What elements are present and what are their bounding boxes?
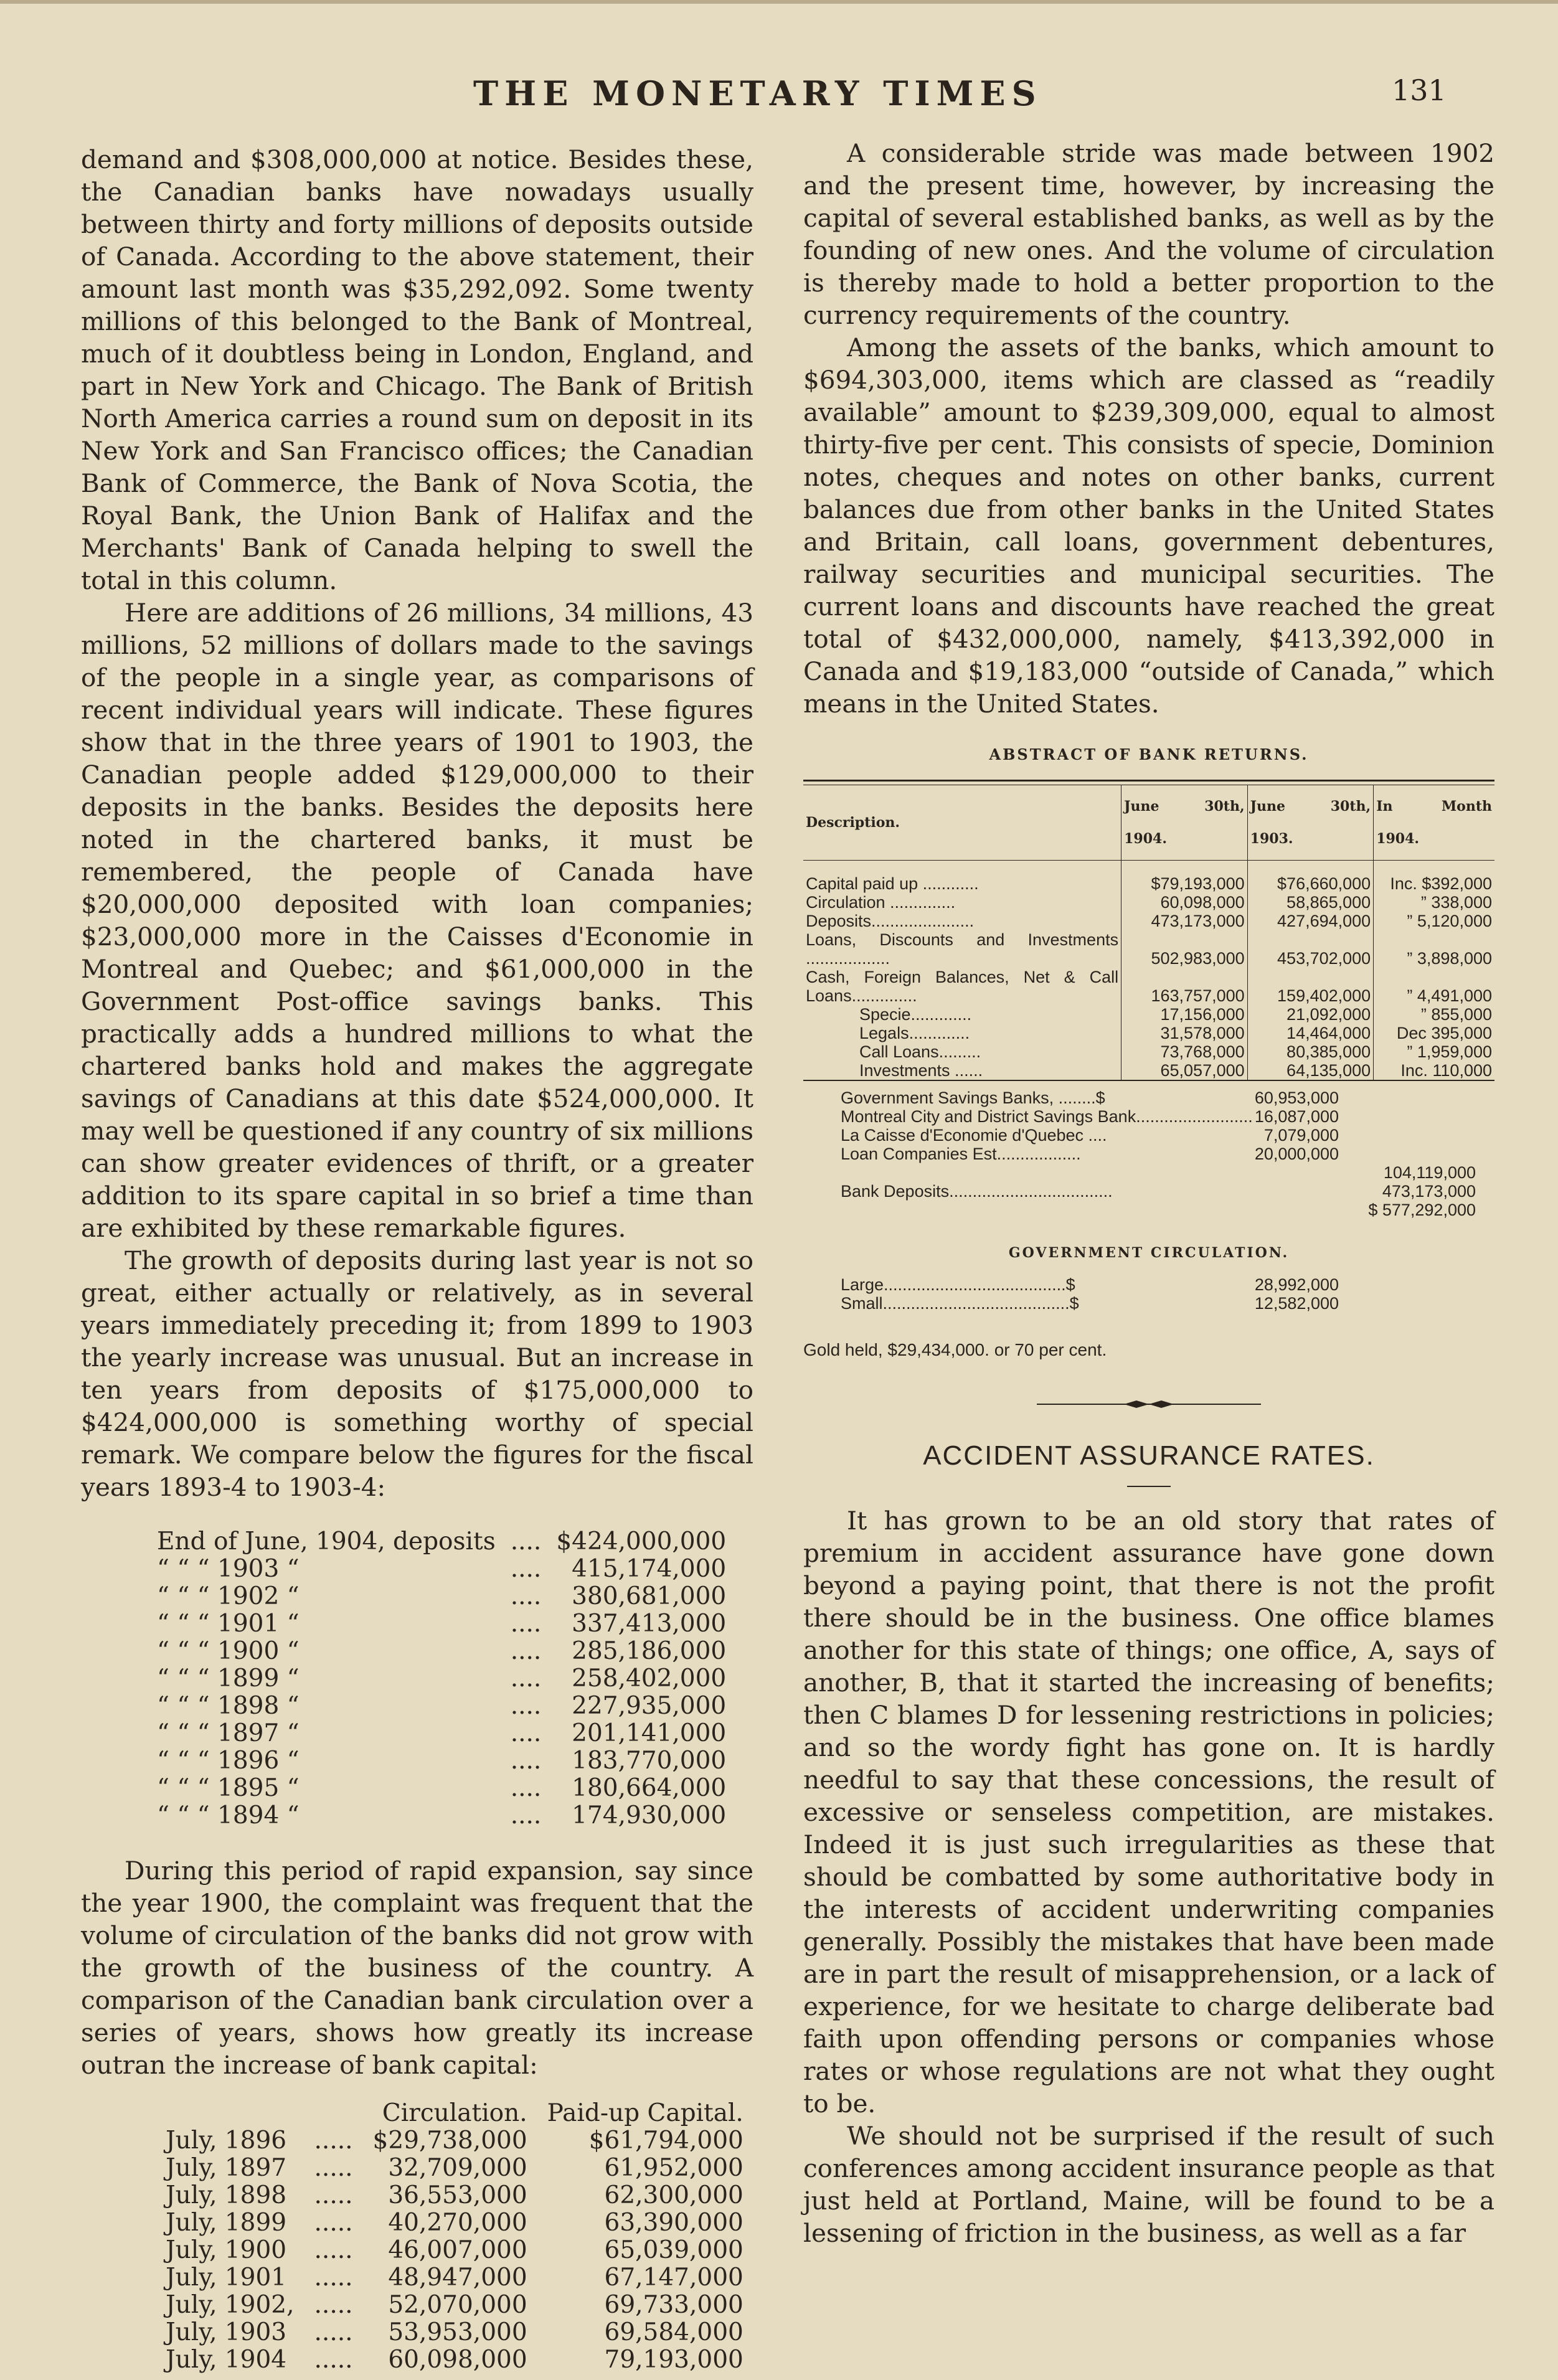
value-1904: 60,098,000: [1121, 893, 1248, 912]
leader-dots: .....: [314, 2346, 353, 2374]
leader-dots: ....: [510, 1802, 542, 1830]
table-row: [149, 1775, 734, 1802]
value-1904: $79,193,000: [1121, 861, 1248, 894]
table-row: [156, 2319, 753, 2346]
column-header: In Month 1904.: [1374, 785, 1494, 861]
item-total: [1339, 1107, 1476, 1126]
table-row: [803, 1042, 1494, 1061]
leader-dots: .....: [314, 2291, 353, 2319]
short-rule: [1127, 1486, 1171, 1487]
year-label: “ “ “ 1902 “: [157, 1582, 300, 1610]
table-row: [149, 1610, 734, 1638]
row-description: Cash, Foreign Balances, Net & Call Loans..............: [806, 968, 1119, 1005]
table-row: [149, 1556, 734, 1583]
value-1903: 14,464,000: [1247, 1024, 1374, 1042]
leader-dots: ....: [510, 1637, 542, 1665]
value-month: Inc. 110,000: [1374, 1061, 1494, 1080]
value-1903: 64,135,000: [1247, 1061, 1374, 1080]
value-1904: 65,057,000: [1121, 1061, 1248, 1080]
capital-value: 79,193,000: [604, 2346, 744, 2374]
value-1904: 163,757,000: [1121, 968, 1248, 1005]
table-row: [803, 930, 1494, 968]
list-item: [841, 1145, 1494, 1163]
leader-dots: ....: [510, 1747, 542, 1775]
other-deposits: [841, 1088, 1494, 1219]
item-total: [1339, 1145, 1476, 1163]
row-description: Capital paid up ............: [806, 874, 979, 893]
capital-value: 61,952,000: [604, 2154, 744, 2182]
value-month: Inc. $392,000: [1374, 861, 1494, 894]
row-description: Loans, Discounts and Investments ..................: [806, 930, 1119, 968]
paragraph: Here are additions of 26 millions, 34 millions, 43 millions, 52 millions of dollars made to the savings of the people in a single year, as comparisons of recent individual years will indicate. These figures show that in the three years of 1901 to 1903, the Canadian people added $129,000,000 to their deposits in the banks. Besides the deposits here noted in the chartered banks, it must be remembered, the people of Canada have $20,000,000 deposited with loan companies; $23,000,000 more in the Caisses d'Economie in Montreal and Quebec; and $61,000,000 in the Government Post-office savings banks. This practically adds a hundred millions to what the chartered banks hold and makes the aggregate savings of Canadians at this date $524,000,000. It may well be questioned if any country of six millions can show greater evidences of thrift, or a greater addition to its spare capital in so brief a time than are exhibited by these remarkable figures.: [81, 598, 753, 1243]
circulation-value: 48,947,000: [388, 2264, 527, 2292]
table-row: [803, 1005, 1494, 1024]
paragraph: It has grown to be an old story that rates of premium in accident assurance have gone down beyond a paying point, that there is not the profit there should be in the business. One office blames another for this state of things; one office, A, says of another, B, that it started the increasing of benefits; then C blames D for lessening restrictions in policies; and so the wordy fight has gone on. It is hardly needful to say that these concessions, the result of excessive or senseless competition, are mistakes. Indeed it is just such irregularities as these that should be combatted by some authoritative body in the interests of accident underwriting companies generally. Possibly the mistakes that have been made are in part the result of misapprehension, or a lack of experience, for we hesitate to charge deliberate bad faith upon offending persons or companies whose rates or whose regulations are not what they ought to be.: [803, 1506, 1494, 2118]
date-label: July, 1904: [166, 2346, 287, 2374]
year-label: End of June, 1904, deposits: [157, 1528, 496, 1556]
leader-dots: .....: [314, 2127, 353, 2155]
leader-dots: .....: [314, 2264, 353, 2292]
leader-dots: .....: [314, 2181, 353, 2209]
year-label: “ “ “ 1894 “: [157, 1802, 300, 1830]
capital-value: 62,300,000: [604, 2181, 744, 2209]
deposits-table: [149, 1528, 734, 1830]
table-row: [149, 1693, 734, 1720]
deposit-value: 201,141,000: [572, 1719, 727, 1747]
table-row: [156, 2346, 753, 2374]
value-month: Dec 395,000: [1374, 1024, 1494, 1042]
deposit-value: 285,186,000: [572, 1637, 727, 1665]
item-value: [1239, 1201, 1339, 1219]
paragraph: We should not be surprised if the result of such conferences among accident insurance people as that just held at Portland, Maine, will be found to be a lessening of friction in the business, as well as a far: [803, 2121, 1494, 2248]
circulation-value: 32,709,000: [388, 2154, 527, 2182]
value-month: ” 4,491,000: [1374, 968, 1494, 1005]
table-row: [803, 912, 1494, 930]
capital-value: 67,147,000: [604, 2264, 744, 2292]
ornament-svg: [1037, 1398, 1261, 1410]
capital-value: 65,039,000: [604, 2236, 744, 2264]
left-column: [81, 143, 753, 2374]
date-label: July, 1903: [166, 2318, 287, 2346]
deposit-value: 174,930,000: [572, 1802, 727, 1830]
year-label: “ “ “ 1898 “: [157, 1692, 300, 1720]
year-label: “ “ “ 1900 “: [157, 1637, 300, 1665]
value-1903: 427,694,000: [1247, 912, 1374, 930]
leader-dots: ....: [510, 1582, 542, 1610]
list-item: [841, 1275, 1494, 1294]
double-rule: [803, 780, 1494, 785]
item-value: 28,992,000: [1254, 1275, 1339, 1294]
circulation-value: 60,098,000: [388, 2346, 527, 2374]
list-item: [841, 1088, 1494, 1107]
value-1903: 58,865,000: [1247, 893, 1374, 912]
item-value: 60,953,000: [1254, 1088, 1339, 1107]
item-total: [1339, 1126, 1476, 1145]
abstract-table: [803, 785, 1494, 1081]
item-total: 104,119,000: [1383, 1163, 1476, 1182]
list-item: [841, 1182, 1494, 1201]
item-value: [1239, 1163, 1339, 1182]
leader-dots: ....: [510, 1528, 542, 1556]
leader-dots: .....: [314, 2154, 353, 2182]
paragraph: A considerable stride was made between 1902 and the present time, however, by increasing the capital of several established banks, as well as by the founding of new ones. And the volume of circulation is thereby made to hold a better proportion to the currency requirements of the country.: [803, 138, 1494, 330]
circulation-value: $29,738,000: [372, 2127, 527, 2155]
column-header: Paid-up Capital.: [547, 2099, 744, 2127]
column-header: June 30th, 1904.: [1121, 785, 1248, 861]
item-label: [841, 1163, 1239, 1182]
abstract-title: ABSTRACT OF BANK RETURNS.: [989, 745, 1309, 763]
item-value: 20,000,000: [1254, 1145, 1339, 1163]
capital-value: $61,794,000: [588, 2127, 744, 2155]
date-label: July, 1896: [166, 2127, 287, 2155]
leader-dots: ....: [510, 1774, 542, 1802]
value-month: ” 855,000: [1374, 1005, 1494, 1024]
value-1903: $76,660,000: [1247, 861, 1374, 894]
list-item: [841, 1107, 1494, 1126]
item-value: [1239, 1182, 1339, 1201]
deposit-value: 183,770,000: [572, 1747, 727, 1775]
table-row: [149, 1638, 734, 1665]
date-label: July, 1900: [166, 2236, 287, 2264]
table-row: [803, 1024, 1494, 1042]
gold-held: Gold held, $29,434,000. or 70 per cent.: [803, 1340, 1107, 1359]
circulation-value: 52,070,000: [388, 2291, 527, 2319]
value-month: ” 3,898,000: [1374, 930, 1494, 968]
deposit-value: 227,935,000: [572, 1692, 727, 1720]
column-header: June 30th, 1903.: [1247, 785, 1374, 861]
list-item: [841, 1126, 1494, 1145]
item-value: 12,582,000: [1254, 1294, 1339, 1313]
row-description: Investments ......: [803, 1061, 1121, 1080]
page-edge: [0, 0, 1558, 4]
year-label: “ “ “ 1899 “: [157, 1665, 300, 1693]
table-row: [803, 861, 1494, 894]
paragraph: Among the assets of the banks, which amount to $694,303,000, items which are classed as “readily available” amount to $239,309,000, equal to almost thirty-five per cent. This consists of specie, Dominion notes, cheques and notes on other banks, current balances due from other banks in the United States and Britain, call loans, government debentures, railway securities and municipal securities. The current loans and discounts have reached the great total of $432,000,000, namely, $413,392,000 in Canada and $19,183,000 “outside of Canada,” which means in the United States.: [803, 333, 1494, 719]
date-label: July, 1899: [166, 2209, 287, 2237]
masthead: THE MONETARY TIMES: [473, 73, 1042, 113]
circulation-value: 53,953,000: [388, 2318, 527, 2346]
circulation-value: 36,553,000: [388, 2181, 527, 2209]
item-label: Government Savings Banks, ........$: [841, 1088, 1105, 1107]
year-label: “ “ “ 1903 “: [157, 1555, 300, 1583]
value-1903: 453,702,000: [1247, 930, 1374, 968]
value-1904: 473,173,000: [1121, 912, 1248, 930]
circulation-table: [156, 2100, 753, 2374]
row-description: Specie.............: [859, 1005, 972, 1024]
item-label: [841, 1201, 1239, 1219]
paragraph: During this period of rapid expansion, say since the year 1900, the complaint was frequent that the volume of circulation of the banks did not grow with the growth of the business of the country. A comparison of the Canadian bank circulation over a series of years, shows how greatly its increase outran the increase of bank capital:: [81, 1856, 753, 2080]
government-circulation-title: GOVERNMENT CIRCULATION.: [1008, 1245, 1290, 1261]
table-row: [156, 2182, 753, 2209]
leader-dots: ....: [510, 1719, 542, 1747]
table-row: [149, 1528, 734, 1556]
table-row: [803, 968, 1494, 1005]
article-title: ACCIDENT ASSURANCE RATES.: [923, 1440, 1375, 1471]
value-1903: 21,092,000: [1247, 1005, 1374, 1024]
table-row: [156, 2209, 753, 2237]
table-row: [803, 893, 1494, 912]
right-column: [803, 137, 1494, 2249]
item-label: Small........................................$: [841, 1294, 1079, 1313]
leader-dots: ....: [510, 1692, 542, 1720]
row-description: Circulation ..............: [806, 893, 956, 912]
value-month: ” 5,120,000: [1374, 912, 1494, 930]
table-row: [149, 1747, 734, 1775]
value-month: ” 338,000: [1374, 893, 1494, 912]
value-1904: 17,156,000: [1121, 1005, 1248, 1024]
leader-dots: .....: [314, 2318, 353, 2346]
table-row: [149, 1665, 734, 1693]
year-label: “ “ “ 1895 “: [157, 1774, 300, 1802]
paragraph: demand and $308,000,000 at notice. Besides these, the Canadian banks have nowadays usually between thirty and forty millions of deposits outside of Canada. According to the above statement, their amount last month was $35,292,092. Some twenty millions of this belonged to the Bank of Montreal, much of it doubtless being in London, England, and part in New York and Chicago. The Bank of British North America carries a round sum on deposit in its New York and San Francisco offices; the Canadian Bank of Commerce, the Bank of Nova Scotia, the Royal Bank, the Union Bank of Halifax and the Merchants' Bank of Canada helping to swell the total in this column.: [81, 144, 753, 595]
value-1904: 31,578,000: [1121, 1024, 1248, 1042]
deposit-value: 337,413,000: [572, 1610, 727, 1638]
leader-dots: ....: [510, 1610, 542, 1638]
value-1903: 159,402,000: [1247, 968, 1374, 1005]
value-1904: 73,768,000: [1121, 1042, 1248, 1061]
item-label: Bank Deposits...................................: [841, 1182, 1113, 1201]
item-total: $ 577,292,000: [1368, 1201, 1476, 1219]
deposit-value: 380,681,000: [572, 1582, 727, 1610]
row-description: Legals.............: [859, 1024, 970, 1042]
table-row: [149, 1802, 734, 1830]
row-description: Call Loans.........: [859, 1042, 981, 1061]
item-label: Montreal City and District Savings Bank.........................: [841, 1107, 1253, 1126]
capital-value: 69,584,000: [604, 2318, 744, 2346]
column-header: Circulation.: [382, 2099, 527, 2127]
year-label: “ “ “ 1897 “: [157, 1719, 300, 1747]
leader-dots: ....: [510, 1665, 542, 1693]
leader-dots: .....: [314, 2209, 353, 2237]
item-label: Large.......................................$: [841, 1275, 1075, 1294]
deposit-value: 258,402,000: [572, 1665, 727, 1693]
table-row: [156, 2155, 753, 2182]
year-label: “ “ “ 1896 “: [157, 1747, 300, 1775]
paragraph: The growth of deposits during last year is not so great, either actually or relatively, as in several years immediately preceding it; from 1899 to 1903 the yearly increase was unusual. But an increase in ten years from deposits of $175,000,000 to $424,000,000 is something worthy of special remark. We compare below the figures for the fiscal years 1893-4 to 1903-4:: [81, 1245, 753, 1502]
date-label: July, 1897: [166, 2154, 287, 2182]
item-total: [1339, 1088, 1476, 1107]
ornament-divider: [1037, 1389, 1261, 1421]
column-header: Description.: [803, 785, 1121, 861]
table-row: [156, 2264, 753, 2292]
row-description: Deposits......................: [806, 912, 975, 930]
table-row: [803, 1061, 1494, 1080]
capital-value: 69,733,000: [604, 2291, 744, 2319]
table-row: [156, 2127, 753, 2155]
capital-value: 63,390,000: [604, 2209, 744, 2237]
date-label: July, 1901: [166, 2264, 287, 2292]
deposit-value: 180,664,000: [572, 1774, 727, 1802]
value-month: ” 1,959,000: [1374, 1042, 1494, 1061]
item-label: La Caisse d'Economie d'Quebec ....: [841, 1126, 1107, 1145]
leader-dots: ....: [510, 1555, 542, 1583]
item-label: Loan Companies Est..................: [841, 1145, 1081, 1163]
circulation-value: 46,007,000: [388, 2236, 527, 2264]
list-item: [841, 1294, 1494, 1313]
leader-dots: .....: [314, 2236, 353, 2264]
deposit-value: 415,174,000: [572, 1555, 727, 1583]
value-1904: 502,983,000: [1121, 930, 1248, 968]
year-label: “ “ “ 1901 “: [157, 1610, 300, 1638]
item-value: 7,079,000: [1263, 1126, 1339, 1145]
item-total: 473,173,000: [1382, 1182, 1476, 1201]
government-circulation: [841, 1275, 1494, 1313]
list-item: [841, 1163, 1494, 1182]
page-number: 131: [1392, 73, 1447, 107]
date-label: July, 1898: [166, 2181, 287, 2209]
table-row: [149, 1583, 734, 1610]
date-label: July, 1902,: [166, 2291, 295, 2319]
table-row: [156, 2237, 753, 2264]
table-row: [156, 2292, 753, 2319]
table-row: [149, 1720, 734, 1747]
item-value: 16,087,000: [1254, 1107, 1339, 1126]
value-1903: 80,385,000: [1247, 1042, 1374, 1061]
deposit-value: $424,000,000: [556, 1528, 727, 1556]
list-item: [841, 1201, 1494, 1219]
circulation-value: 40,270,000: [388, 2209, 527, 2237]
